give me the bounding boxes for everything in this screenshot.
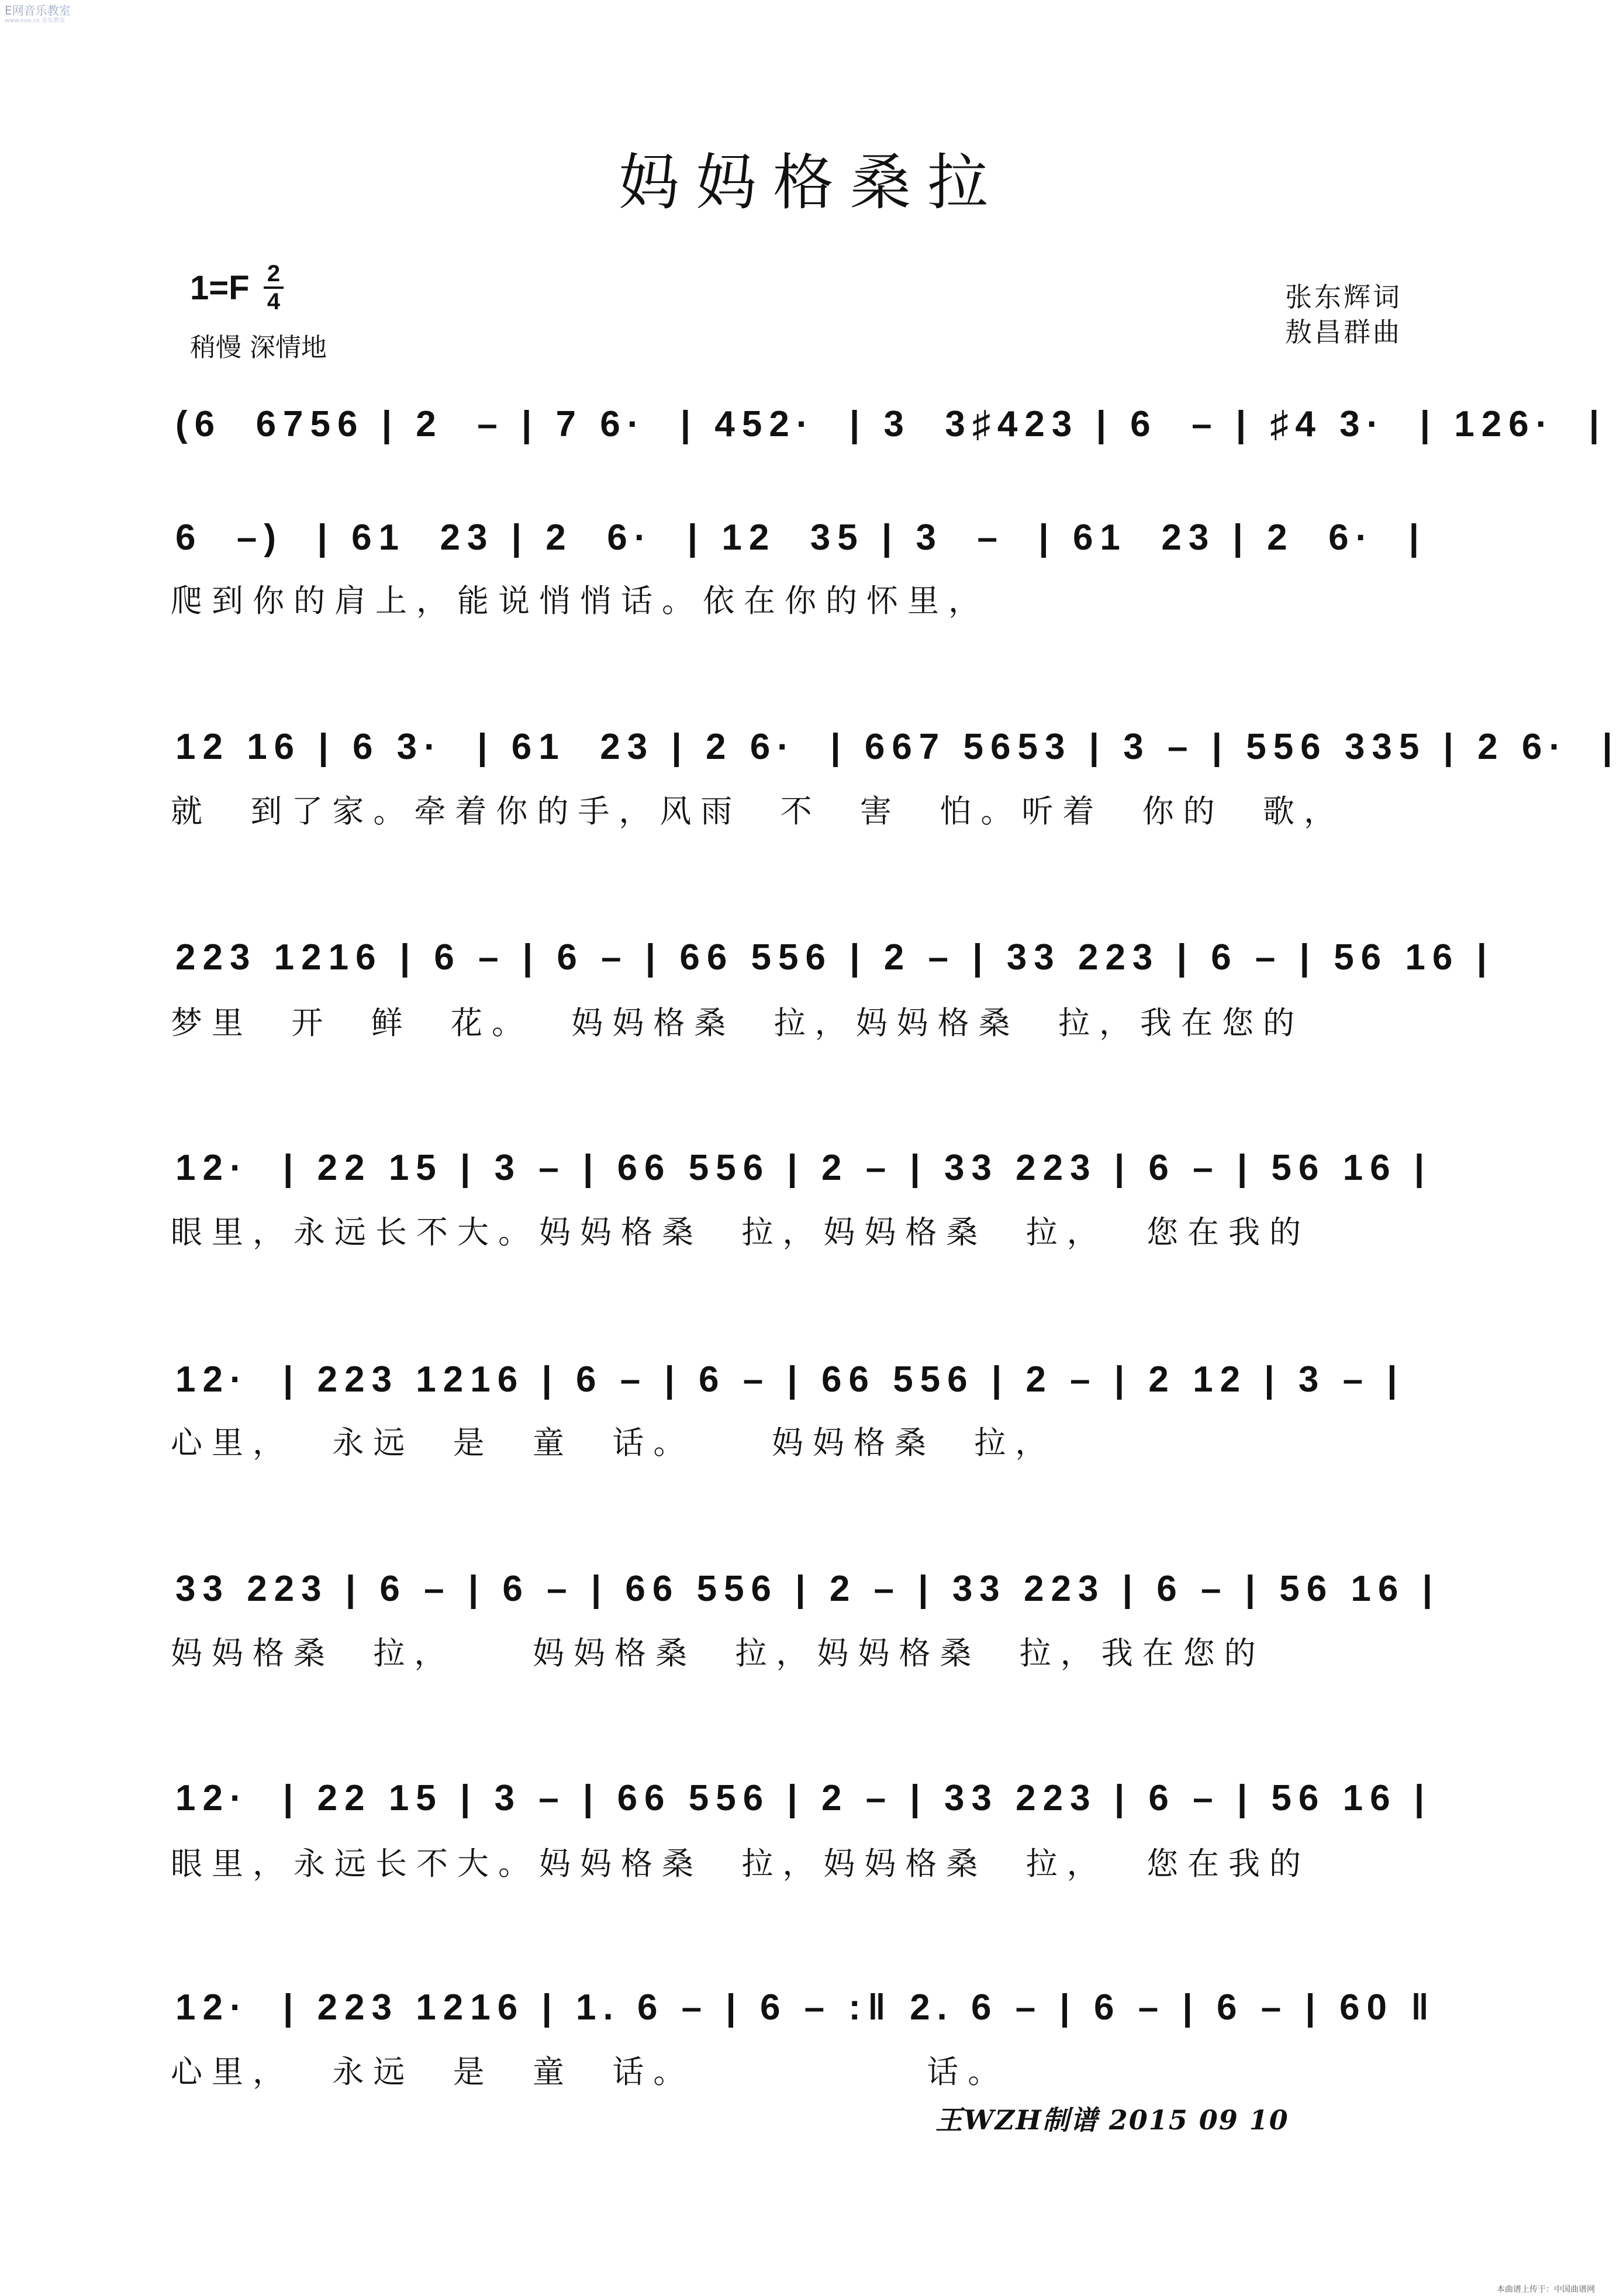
credits [1285, 279, 1402, 350]
footer-note: 本曲谱上传于：中国曲谱网 [1497, 2285, 1595, 2294]
time-signature-top: 2 [267, 261, 281, 286]
staff-system-4 [175, 928, 1494, 987]
lyrics-line: 就 到了家。牵着你的手，风雨 不 害 怕。听着 你的 歌， [171, 793, 1345, 830]
staff-system-2 [175, 509, 1462, 567]
notation-line: 12· | 223 1216 | 6 – | 6 – | 66 556 | 2 – | 2 12 | 3 – | [175, 1359, 1404, 1400]
staff-system-9 [175, 1979, 1462, 2037]
notation-line: 12· | 22 15 | 3 – | 66 556 | 2 – | 33 223 | 6 – | 56 16 | [175, 1778, 1432, 1818]
lyrics-line: 爬到你的肩上，能说悄悄话。依在你的怀里， [171, 582, 989, 619]
notation-line: 223 1216 | 6 – | 6 – | 66 556 | 2 – | 33 223 | 6 – | 56 16 | [175, 937, 1494, 978]
notation-line: (6 6756 | 2 – | 7 6· | 452· | 3 3♯423 | 6 – | ♯4 3· | 126· | [175, 404, 1607, 444]
lyrics-line: 心里， 永远 是 童 话。 妈妈格桑 拉， [171, 1424, 1056, 1461]
key-signature: 1=F [190, 268, 250, 307]
page-title: 妈妈格桑拉 [618, 147, 1004, 218]
lyrics-line: 梦里 开 鲜 花。 妈妈格桑 拉，妈妈格桑 拉，我在您的 [171, 1004, 1304, 1041]
arranger-signature: 王WZH制谱 2015 09 10 [935, 2104, 1289, 2136]
staff-system-7 [175, 1560, 1462, 1618]
staff-system-5 [175, 1139, 1462, 1197]
lyricist: 张东辉词 [1285, 281, 1402, 313]
lyrics-line: 眼里，永远长不大。妈妈格桑 拉，妈妈格桑 拉， 您在我的 [171, 1214, 1310, 1251]
watermark-sub: www.eoo.cn 音乐教室 [5, 18, 65, 24]
notation-line: 12 16 | 6 3· | 61 23 | 2 6· | 667 5653 | 3 – | 556 335 | 2 6· | [175, 727, 1619, 767]
notation-line: 12· | 22 15 | 3 – | 66 556 | 2 – | 33 223 | 6 – | 56 16 | [175, 1148, 1432, 1188]
watermark-site: E网音乐教室 [5, 4, 71, 18]
lyrics-line: 眼里，永远长不大。妈妈格桑 拉，妈妈格桑 拉， 您在我的 [171, 1845, 1310, 1882]
staff-system-6 [175, 1351, 1462, 1409]
staff-system-8 [175, 1769, 1462, 1828]
score-meta [190, 262, 327, 364]
time-signature-bottom: 4 [267, 289, 281, 315]
staff-system-3 [175, 718, 1619, 776]
lyrics-line: 妈妈格桑 拉， 妈妈格桑 拉，妈妈格桑 拉，我在您的 [171, 1635, 1265, 1672]
tempo-marking: 稍慢 深情地 [190, 333, 327, 362]
notation-line: 33 223 | 6 – | 6 – | 66 556 | 2 – | 33 223 | 6 – | 56 16 | [175, 1569, 1439, 1609]
time-signature [264, 262, 284, 313]
composer: 敖昌群曲 [1285, 316, 1402, 348]
notation-line: 12· | 223 1216 | 1. 6 – | 6 – :‖ 2. 6 – | 6 – | 6 – | 60 ‖ [175, 1987, 1436, 2028]
staff-system-1 [175, 395, 1607, 454]
notation-line: 6 –) | 61 23 | 2 6· | 12 35 | 3 – | 61 23 | 2 6· | [175, 517, 1426, 558]
watermark [5, 4, 71, 25]
lyrics-line: 心里， 永远 是 童 话。 话。 [171, 2053, 1009, 2090]
